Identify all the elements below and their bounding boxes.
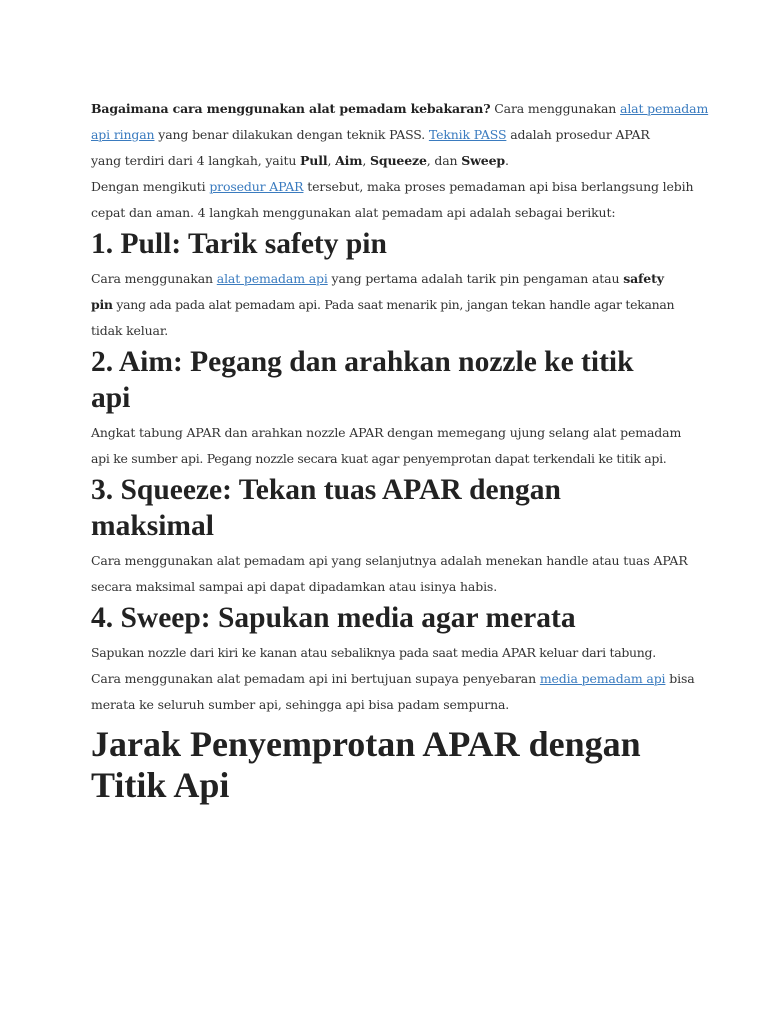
intro-line-4: Dengan mengikuti prosedur APAR tersebut, maka proses pemadaman api bisa berlangsung lebih [91, 179, 694, 194]
step-2-line-2: api ke sumber api. Pegang nozzle secara kuat agar penyemprotan dapat terkendali ke titik api. [91, 451, 667, 466]
intro-paragraph [91, 96, 709, 226]
heading-step-1: 1. Pull: Tarik safety pin [91, 228, 387, 260]
step-4-line-3: merata ke seluruh sumber api, sehingga api bisa padam sempurna. [91, 697, 510, 712]
step-3-line-2: secara maksimal sampai api dapat dipadamkan atau isinya habis. [91, 579, 498, 594]
intro-line-2: api ringan yang benar dilakukan dengan teknik PASS. Teknik PASS adalah prosedur APAR [91, 127, 650, 142]
step-1-paragraph [91, 266, 681, 344]
intro-line-1: Bagaimana cara menggunakan alat pemadam kebakaran? Cara menggunakan alat pemadam [91, 101, 709, 116]
step-3-line-1: Cara menggunakan alat pemadam api yang selanjutnya adalah menekan handle atau tuas APAR [91, 553, 688, 568]
step-1-line-3: tidak keluar. [91, 323, 169, 338]
step-1-line-1: Cara menggunakan alat pemadam api yang pertama adalah tarik pin pengaman atau safety [91, 271, 664, 286]
step-3-paragraph [91, 548, 688, 600]
step-2-line-1: Angkat tabung APAR dan arahkan nozzle APAR dengan memegang ujung selang alat pemadam [91, 425, 682, 440]
step-4-line-1: Sapukan nozzle dari kiri ke kanan atau sebaliknya pada saat media APAR keluar dari tabung. [91, 645, 656, 660]
heading-step-2: 2. Aim: Pegang dan arahkan nozzle ke titik api [91, 346, 634, 414]
link-api-ringan[interactable]: api ringan [91, 127, 155, 142]
step-4-paragraph [91, 640, 695, 718]
intro-line-3: yang terdiri dari 4 langkah, yaitu Pull, Aim, Squeeze, dan Sweep. [91, 153, 509, 168]
article-body [91, 96, 709, 806]
section-heading-jarak-penyemprotan: Jarak Penyemprotan APAR dengan Titik Api [91, 724, 641, 805]
intro-question: Bagaimana cara menggunakan alat pemadam kebakaran? [91, 101, 491, 116]
step-2-paragraph [91, 420, 681, 472]
heading-step-4: 4. Sweep: Sapukan media agar merata [91, 602, 576, 634]
step-1-line-2: pin yang ada pada alat pemadam api. Pada saat menarik pin, jangan tekan handle agar tekanan [91, 297, 675, 312]
link-alat-pemadam[interactable]: alat pemadam [620, 101, 709, 116]
step-4-line-2: Cara menggunakan alat pemadam api ini bertujuan supaya penyebaran media pemadam api bisa [91, 671, 695, 686]
link-teknik-pass[interactable]: Teknik PASS [428, 127, 507, 142]
link-prosedur-apar[interactable]: prosedur APAR [209, 179, 304, 194]
link-alat-pemadam-api[interactable]: alat pemadam api [216, 271, 328, 286]
heading-step-3: 3. Squeeze: Tekan tuas APAR dengan maksimal [91, 474, 561, 542]
intro-line-5: cepat dan aman. 4 langkah menggunakan alat pemadam api adalah sebagai berikut: [91, 205, 616, 220]
link-media-pemadam-api[interactable]: media pemadam api [539, 671, 666, 686]
